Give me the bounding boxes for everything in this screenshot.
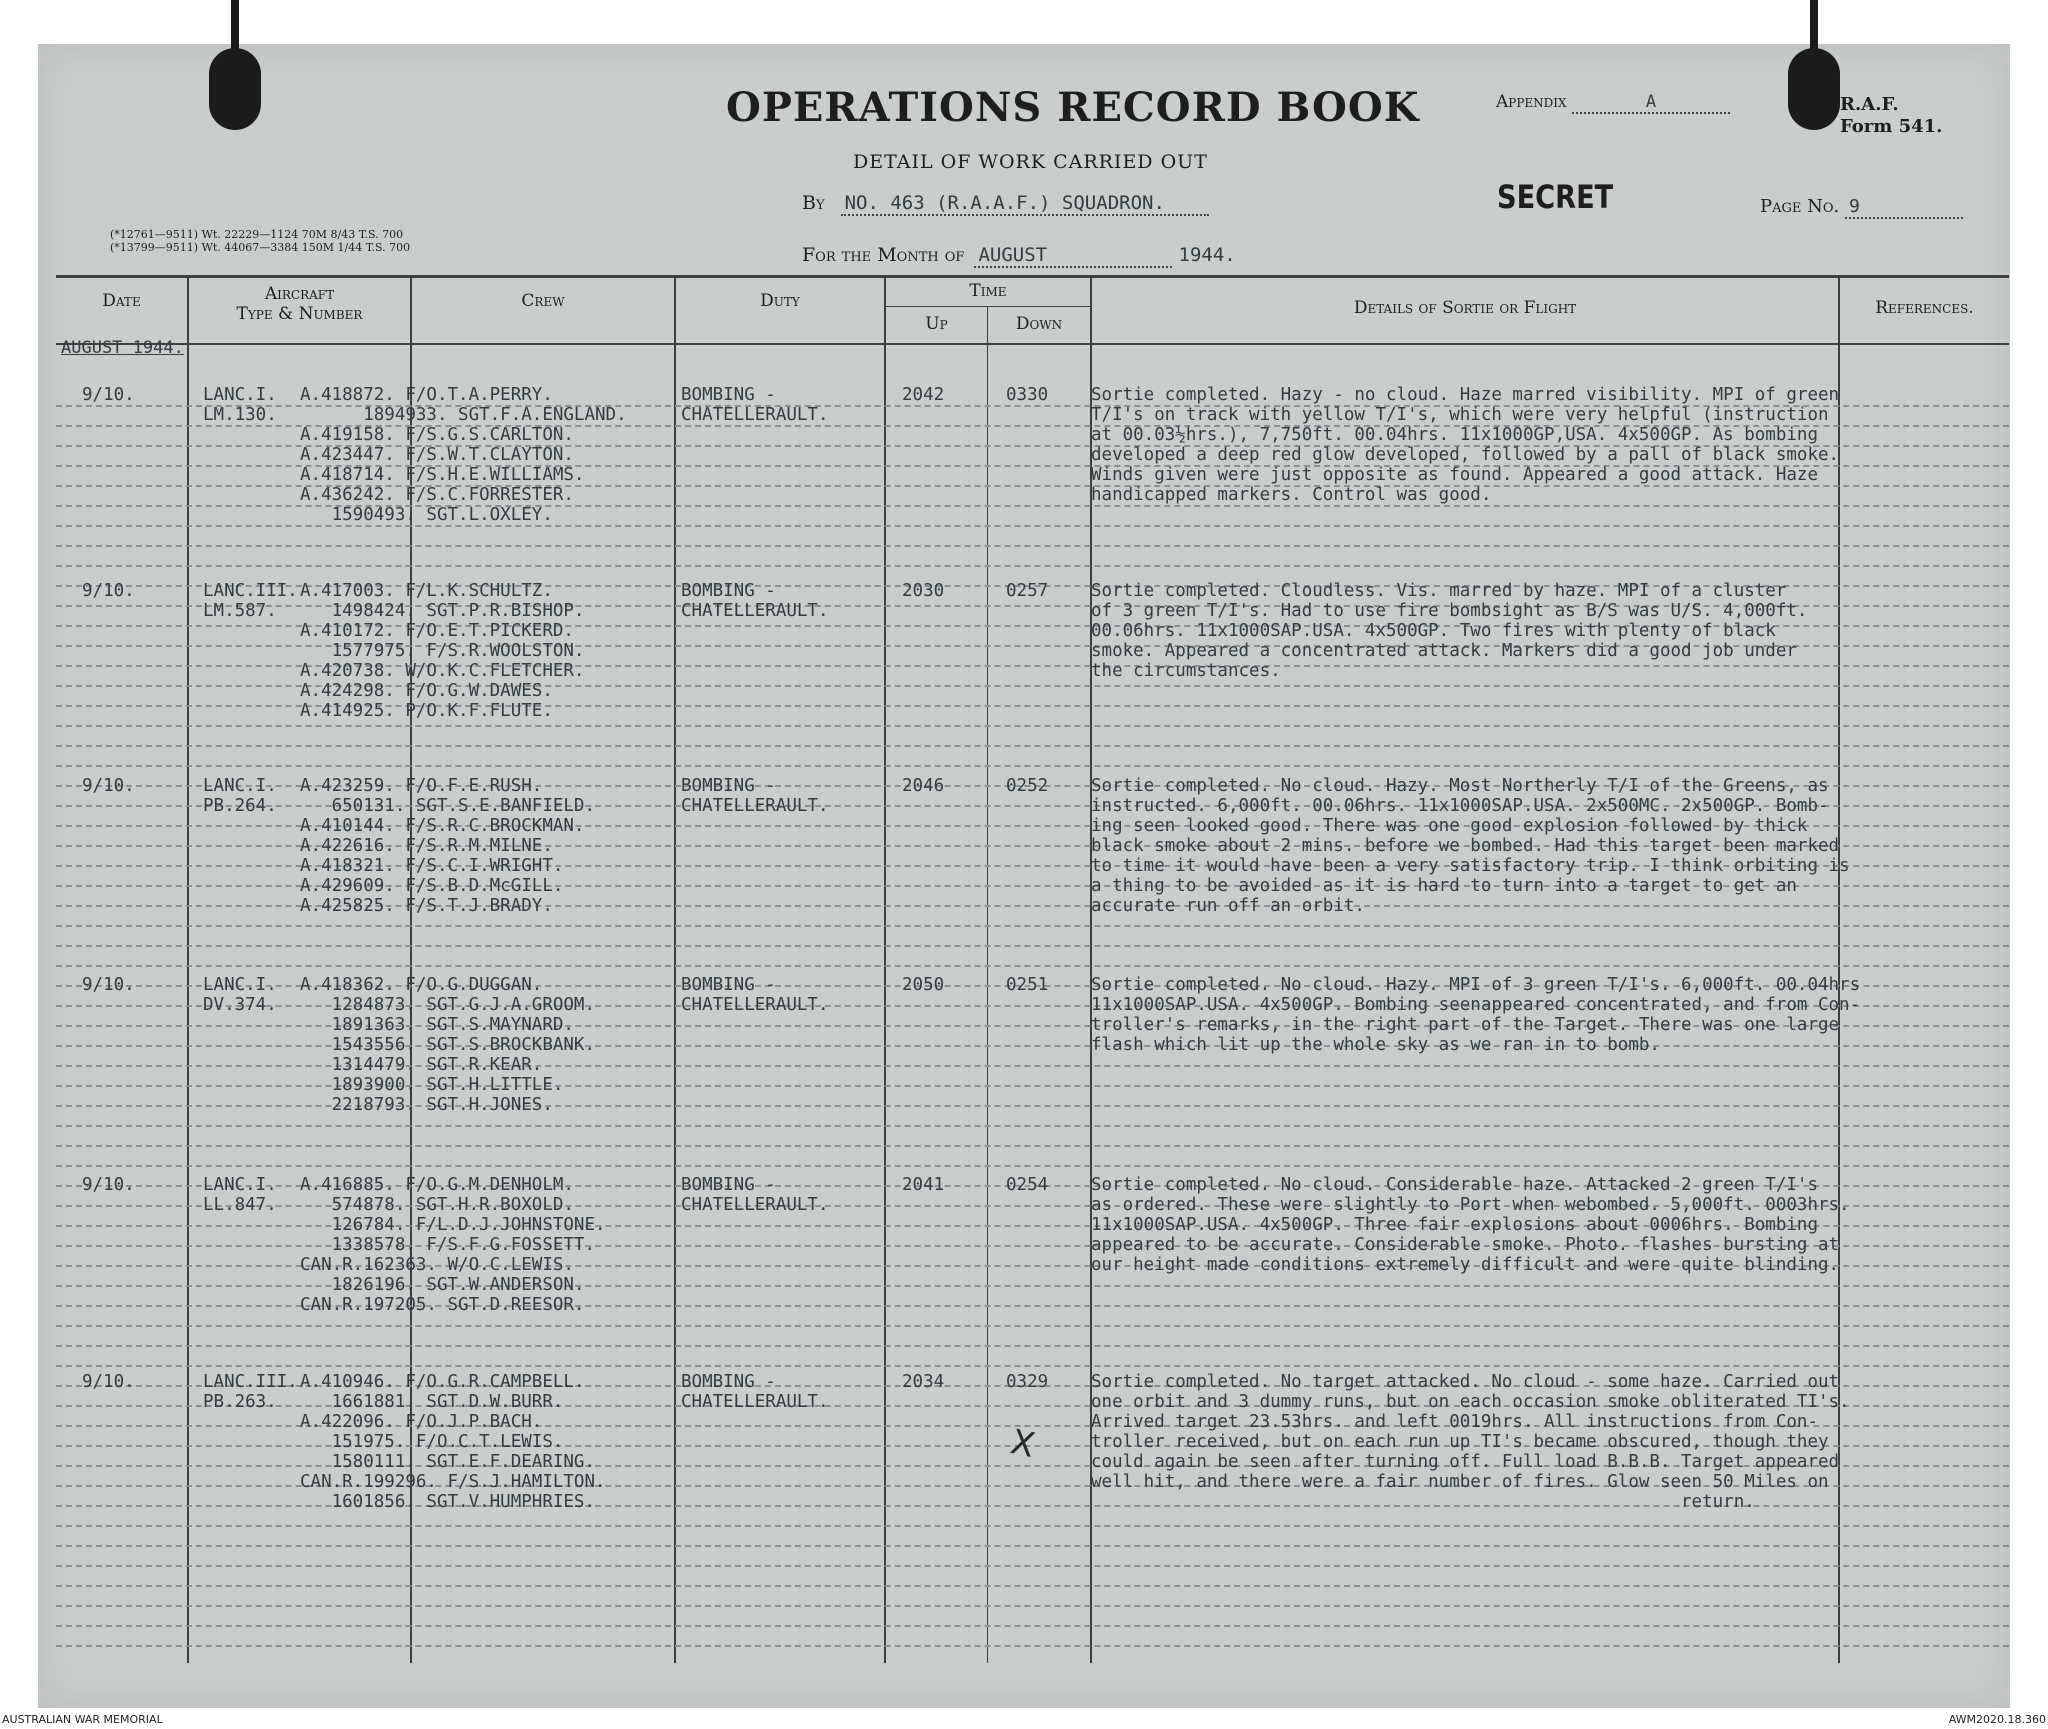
ruled-line [56,1585,2009,1587]
entry-date: 9/10. [82,385,135,405]
year-value: 1944. [1178,244,1236,266]
ruled-line [56,925,2009,927]
entry-details-line: Sortie completed. No target attacked. No cloud - some haze. Carried out [1091,1372,1840,1392]
col-header-down: Down [1015,314,1063,334]
entry-time-down: 0251 [1006,975,1049,995]
entry-details-line: handicapped markers. Control was good. [1091,485,1492,505]
ruled-line [56,765,2009,767]
ruled-line [56,1625,2009,1627]
print-ref-2: (*13799—9511) Wt. 44067—3384 150M 1/44 T.S. 700 [110,241,411,254]
entry-time-up: 2041 [902,1175,945,1195]
entry-crew-line: A.425825. F/S.T.J.BRADY. [300,896,553,916]
entry-crew [300,581,584,721]
entry-duty-line: BOMBING - [681,581,776,601]
entry-details [1091,581,1807,681]
entry-aircraft-line: LANC.I. [203,1175,277,1195]
col-header-details: Details of Sortie or Flight [1353,298,1577,318]
entry-aircraft-line: LANC.I. [203,776,277,796]
footer-reference: AWM2020.18.360 [1948,1713,2046,1726]
squadron-line [802,192,1209,216]
entry-details-line: smoke. Appeared a concentrated attack. Markers did a good job under [1091,641,1797,661]
entry-crew-line: A.424298. F/O.G.W.DAWES. [300,681,553,701]
entry-details [1091,1372,1850,1512]
entry-duty-line: CHATELLERAULT. [681,601,829,621]
entry-details-line: well hit, and there were a fair number of fires. Glow seen 50 Miles on [1091,1472,1829,1492]
print-reference [110,228,410,254]
entry-details [1091,385,1839,505]
table-header-rule [56,343,2009,345]
punch-hole-right [1788,48,1840,130]
col-rule-duty [884,275,886,1663]
entry-crew [300,1372,606,1512]
entry-time-up: 2050 [902,975,945,995]
ruled-line [56,1525,2009,1527]
entry-duty-line: BOMBING - [681,385,776,405]
entry-details-line: Sortie completed. Cloudless. Vis. marred by haze. MPI of a cluster [1091,581,1787,601]
ruled-line [56,965,2009,967]
pencil-x-mark: X [1007,1422,1039,1466]
entry-crew-line: 1338578. F/S.F.G.FOSSETT. [300,1235,596,1255]
entry-crew-line: A.416885. F/O.G.M.DENHOLM. [300,1175,574,1195]
entry-crew-line: 1284873. SGT.G.J.A.GROOM. [300,995,596,1015]
entry-crew-line: A.418321. F/S.C.I.WRIGHT. [300,856,564,876]
entry-crew-line: A.418872. F/O.T.A.PERRY. [300,385,553,405]
entry-details-line: Sortie completed. No cloud. Considerable haze. Attacked 2 green T/I's [1091,1175,1818,1195]
entry-date: 9/10. [82,1372,135,1392]
col-rule-crew [674,275,676,1663]
entry-duty-line: BOMBING - [681,1372,776,1392]
entry-crew-line: A.418714. F/S.H.E.WILLIAMS. [300,465,585,485]
ruled-line [56,1125,2009,1127]
entry-crew-line: 1601856. SGT.V.HUMPHRIES. [300,1492,596,1512]
entry-aircraft-line: LANC.I. [203,975,277,995]
entry-aircraft-line: LANC.III. [203,1372,298,1392]
secret-stamp: SECRET [1497,178,1614,216]
entry-crew [300,1175,606,1315]
entry-details-line: a thing to be avoided as it is hard to turn into a target to get an [1091,876,1797,896]
entry-details-line: return. [1091,1492,1755,1512]
entry-crew-line: A.414925. P/O.K.F.FLUTE. [300,701,553,721]
entry-aircraft-line: PB.263. [203,1392,277,1412]
entry-time-up: 2034 [902,1372,945,1392]
entry-crew [300,975,595,1115]
entry-details [1091,975,1860,1055]
form-number [1840,94,1942,138]
entry-crew [300,385,627,525]
entry-duty-line: BOMBING - [681,975,776,995]
entry-crew-line: 1543556. SGT.S.BROCKBANK. [300,1035,596,1055]
ruled-line [56,565,2009,567]
ruled-line [56,1645,2009,1647]
entry-details-line: one orbit and 3 dummy runs, but on each occasion smoke obliterated TI's. [1091,1392,1850,1412]
form-line-1: R.A.F. [1840,94,1899,115]
entry-crew-line: 1891363. SGT.S.MAYNARD. [300,1015,574,1035]
entry-duty [681,1372,829,1412]
entry-crew-line: A.436242. F/S.C.FORRESTER. [300,485,574,505]
entry-details-line: flash which lit up the whole sky as we ran in to bomb. [1091,1035,1660,1055]
entry-time-up: 2046 [902,776,945,796]
entry-details-line: to time it would have been a very satisfactory trip. I think orbiting is [1091,856,1850,876]
entry-aircraft-line: DV.374. [203,995,277,1015]
ruled-line [56,1165,2009,1167]
col-header-up: Up [925,314,948,334]
entry-time-up: 2042 [902,385,945,405]
entry-details-line: Winds given were just opposite as found. Appeared a good attack. Haze [1091,465,1818,485]
entry-aircraft-line: LM.130. [203,405,277,425]
ruled-line [56,525,2009,527]
entry-details-line: could again be seen after turning off. Full load B.B.B. Target appeared [1091,1452,1840,1472]
page-subtitle: DETAIL OF WORK CARRIED OUT [853,151,1208,173]
entry-duty [681,1175,829,1215]
entry-duty [681,975,829,1015]
entry-crew-line: CAN.R.197205. SGT.D.REESOR. [300,1295,585,1315]
col-header-aircraft-line2: Type & Number [236,304,363,324]
entry-aircraft [203,975,277,1015]
entry-crew-line: A.423447. F/S.W.T.CLAYTON. [300,445,574,465]
col-rule-date [187,275,189,1663]
entry-time-up: 2030 [902,581,945,601]
entry-details-line: ing seen looked good. There was one good explosion followed by thick [1091,816,1808,836]
entry-details-line: troller received, but on each run up TI's became obscured, though they [1091,1432,1829,1452]
entry-crew-line: 650131. SGT.S.E.BANFIELD. [300,796,596,816]
col-header-crew: Crew [521,291,565,311]
entry-aircraft-line: LL.847. [203,1195,277,1215]
ruled-line [56,945,2009,947]
month-line [802,244,1236,268]
entry-date: 9/10. [82,1175,135,1195]
page-number-line [1760,196,1963,219]
entry-crew [300,776,595,916]
month-value: AUGUST [974,244,1172,268]
entry-crew-line: A.410172. F/O.E.T.PICKERD. [300,621,574,641]
entry-date: 9/10. [82,975,135,995]
entry-time-down: 0252 [1006,776,1049,796]
entry-duty [681,776,829,816]
ruled-line [56,1345,2009,1347]
entry-details-line: of 3 green T/I's. Had to use fire bombsight as B/S was U/S. 4,000ft. [1091,601,1808,621]
entry-aircraft-line: LANC.III. [203,581,298,601]
entry-crew-line: 1826196. SGT.W.ANDERSON. [300,1275,585,1295]
punch-hole-left [209,48,261,130]
entry-duty-line: CHATELLERAULT. [681,1195,829,1215]
form-line-2: Form 541. [1840,116,1943,137]
entry-crew-line: A.429609. F/S.B.D.McGILL. [300,876,564,896]
entry-crew-line: A.410946. F/O.G.R.CAMPBELL. [300,1372,585,1392]
entry-crew-line: 1893900. SGT.H.LITTLE. [300,1075,564,1095]
entry-details [1091,1175,1850,1275]
ruled-line [56,1545,2009,1547]
entry-aircraft [203,1372,298,1412]
ruled-line [56,1605,2009,1607]
entry-crew-line: A.418362. F/O.G.DUGGAN. [300,975,543,995]
entry-details-line: at 00.03½hrs.), 7,750ft. 00.04hrs. 11x1000GP,USA. 4x500GP. As bombing [1091,425,1818,445]
appendix-label: Appendix [1496,92,1567,112]
month-heading: AUGUST 1944. [61,338,184,358]
entry-duty-line: CHATELLERAULT. [681,1392,829,1412]
entry-details-line: 11x1000SAP.USA. 4x500GP. Three fair explosions about 0006hrs. Bombing [1091,1215,1818,1235]
entry-crew-line: 1661881. SGT.D.W.BURR. [300,1392,564,1412]
entry-crew-line: 1590493. SGT.L.OXLEY. [300,505,553,525]
page-title: OPERATIONS RECORD BOOK [726,84,1420,131]
entry-details-line: Arrived target 23.53hrs. and left 0019hrs. All instructions from Con- [1091,1412,1818,1432]
table-top-rule [56,275,2009,278]
entry-crew-line: A.422616. F/S.R.M.MILNE. [300,836,553,856]
footer-credit: AUSTRALIAN WAR MEMORIAL [2,1713,163,1726]
entry-details-line: as ordered. These were slightly to Port when webombed. 5,000ft. 0003hrs. [1091,1195,1850,1215]
page-label: Page No. [1760,196,1840,217]
entry-crew-line: 2218793. SGT.H.JONES. [300,1095,553,1115]
ruled-line [56,1325,2009,1327]
entry-crew-line: CAN.R.199296. F/S.J.HAMILTON. [300,1472,606,1492]
entry-crew-line: A.419158. F/S.G.S.CARLTON. [300,425,574,445]
entry-crew-line: CAN.R.162363. W/O.C.LEWIS. [300,1255,574,1275]
entry-crew-line: A.410144. F/S.R.C.BROCKMAN. [300,816,585,836]
entry-aircraft [203,385,277,425]
entry-time-down: 0257 [1006,581,1049,601]
ruled-line [56,1145,2009,1147]
month-label: For the Month of [802,244,965,266]
appendix-value: A [1572,92,1730,114]
entry-details-line: Sortie completed. Hazy - no cloud. Haze marred visibility. MPI of green [1091,385,1840,405]
entry-duty-line: BOMBING - [681,776,776,796]
col-header-time: Time [969,281,1007,301]
entry-details-line: 00.06hrs. 11x1000SAP.USA. 4x500GP. Two fires with plenty of black [1091,621,1776,641]
entry-crew-line: 126784. F/L.D.J.JOHNSTONE. [300,1215,606,1235]
entry-duty-line: CHATELLERAULT. [681,995,829,1015]
entry-crew-line: A.420738. W/O.K.C.FLETCHER. [300,661,585,681]
entry-details-line: developed a deep red glow developed, followed by a pall of black smoke. [1091,445,1840,465]
by-label: By [802,192,825,214]
entry-aircraft [203,1175,277,1215]
entry-crew-line: 1577975. F/S.R.WOOLSTON. [300,641,585,661]
entry-duty [681,581,829,621]
entry-duty-line: CHATELLERAULT. [681,405,829,425]
page-value: 9 [1845,196,1963,219]
entry-details-line: the circumstances. [1091,661,1281,681]
entry-date: 9/10. [82,776,135,796]
entry-aircraft [203,776,277,816]
entry-crew-line: 1314479. SGT.R.KEAR. [300,1055,543,1075]
entry-details-line: our height made conditions extremely difficult and were quite blinding. [1091,1255,1840,1275]
col-header-references: References. [1875,298,1974,318]
entry-details-line: appeared to be accurate. Considerable smoke. Photo. flashes bursting at [1091,1235,1840,1255]
entry-date: 9/10. [82,581,135,601]
appendix-line [1496,92,1730,114]
entry-aircraft-line: LM.587. [203,601,277,621]
entry-details-line: Sortie completed. No cloud. Hazy. Most Northerly T/I of the Greens, as [1091,776,1829,796]
ruled-line [56,725,2009,727]
ruled-line [56,1565,2009,1567]
entry-aircraft-line: PB.264. [203,796,277,816]
entry-crew-line: A.423259. F/O.F.E.RUSH. [300,776,543,796]
entry-details-line: black smoke about 2 mins. before we bombed. Had this target been marked [1091,836,1840,856]
entry-duty-line: BOMBING - [681,1175,776,1195]
col-header-aircraft-line1: Aircraft [264,284,335,304]
entry-details-line: accurate run off an orbit. [1091,896,1365,916]
entry-details [1091,776,1850,916]
ruled-line [56,745,2009,747]
squadron-name: NO. 463 (R.A.A.F.) SQUADRON. [841,192,1209,216]
entry-time-down: 0254 [1006,1175,1049,1195]
col-header-duty: Duty [760,291,800,311]
ruled-line [56,545,2009,547]
print-ref-1: (*12761—9511) Wt. 22229—1124 70M 8/43 T.S. 700 [110,228,404,241]
entry-details-line: instructed. 6,000ft. 00.06hrs. 11x1000SAP.USA. 2x500MC. 2x500GP. Bomb- [1091,796,1829,816]
entry-details-line: Sortie completed. No cloud. Hazy. MPI of 3 green T/I's. 6,000ft. 00.04hrs [1091,975,1861,995]
entry-aircraft [203,581,298,621]
col-header-date: Date [102,291,141,311]
entry-crew-line: 1580111. SGT.E.F.DEARING. [300,1452,596,1472]
entry-crew-line: 1894933. SGT.F.A.ENGLAND. [300,405,627,425]
ruled-line [56,1365,2009,1367]
entry-details-line: troller's remarks, in the right part of the Target. There was one large [1091,1015,1840,1035]
entry-crew-line: A.422096. F/O.J.P.BACH. [300,1412,543,1432]
entry-crew-line: 1498424. SGT.P.R.BISHOP. [300,601,585,621]
entry-crew-line: 151975. F/O.C.T.LEWIS. [300,1432,564,1452]
entry-details-line: 11x1000SAP.USA. 4x500GP. Bombing seenappeared concentrated, and from Con- [1091,995,1861,1015]
entry-aircraft-line: LANC.I. [203,385,277,405]
entry-time-down: 0329 [1006,1372,1049,1392]
entry-duty-line: CHATELLERAULT. [681,796,829,816]
entry-crew-line: 574878. SGT.H.R.BOXOLD. [300,1195,574,1215]
col-header-aircraft [189,284,410,324]
entry-crew-line: A.417003. F/L.K.SCHULTZ. [300,581,553,601]
entry-duty [681,385,829,425]
entry-time-down: 0330 [1006,385,1049,405]
entry-details-line: T/I's on track with yellow T/I's, which were very helpful (instruction [1091,405,1829,425]
